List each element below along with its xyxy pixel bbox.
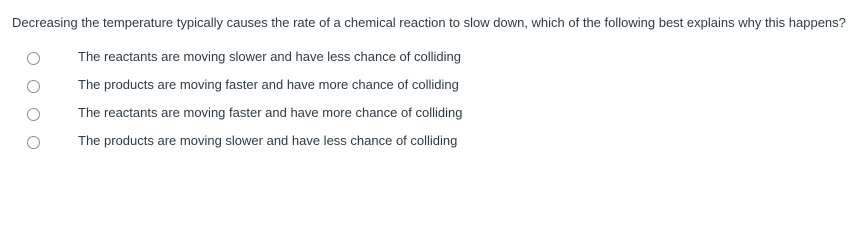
answer-label[interactable]: The products are moving faster and have more chance of colliding (78, 77, 459, 92)
answer-option-2[interactable] (0, 74, 851, 102)
radio-button[interactable] (27, 80, 40, 93)
answer-option-3[interactable] (0, 102, 851, 130)
answer-label[interactable]: The reactants are moving slower and have less chance of colliding (78, 49, 461, 64)
answer-label[interactable]: The products are moving slower and have less chance of colliding (78, 133, 458, 148)
radio-button[interactable] (27, 136, 40, 149)
radio-button[interactable] (27, 52, 40, 65)
answer-option-4[interactable] (0, 130, 851, 158)
radio-button[interactable] (27, 108, 40, 121)
answer-option-1[interactable] (0, 46, 851, 74)
answer-label[interactable]: The reactants are moving faster and have more chance of colliding (78, 105, 463, 120)
answer-list (0, 46, 851, 158)
question-text: Decreasing the temperature typically causes the rate of a chemical reaction to slow down, which of the following best explains why this happens? (12, 15, 846, 30)
